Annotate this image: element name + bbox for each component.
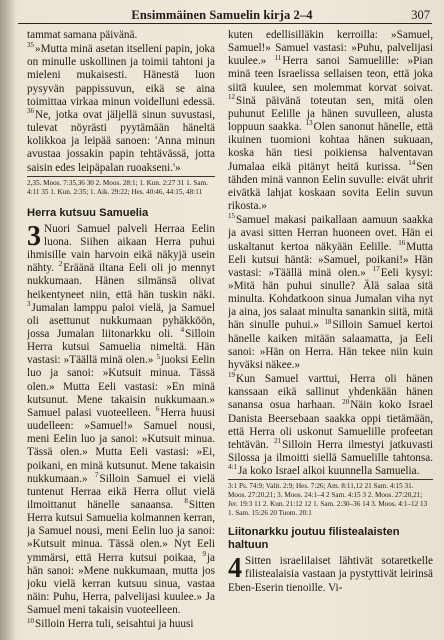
verse-number: 15 [228, 212, 235, 221]
verse-number: 16 [398, 238, 406, 247]
verse-text: tammat samana päivänä. [27, 29, 138, 41]
verse-number: 14 [408, 158, 416, 167]
verse-number: 7 [95, 470, 99, 479]
left-column [27, 29, 215, 640]
verse-text: 3 Nuori Samuel palveli Herraa Eelin luona. Siihen aikaan Herra puhui ihmisille vain harvoin eikä näkyjä usein nähty. $^2$Eräänä iltana Eeli oli jo mennyt nukkumaan. Hänen silmänsä olivat heikentyneet niin, että hän tuskin näki. $^3$Jumalan lamppu paloi vielä, ja Samuel oli asettunut nukkumaan pyhäkköön, jossa Jumalan liitonarkku oli. $^4$Silloin Herra kutsui Samuelia nimeltä. Hän vastasi: »Täällä minä olen.» $^5$juoksi Eelin luo ja sanoi: »Kutsuit minua. Tässä olen.» Mutta Eeli vastasi: »En minä kutsunut. Mene takaisin nukkumaan.» Samuel palasi vuoteelleen. $^6$Herra huusi uudelleen: »Samuel!» Samuel nousi, meni Eelin luo ja sanoi: »Kutsuit minua. Tässä olen.» Mutta Eeli vastasi: »Ei, poikani, en minä kutsunut. Mene takaisin nukkumaan.» $^7$Silloin Samuel ei vielä tuntenut Herraa eikä Herra ollut vielä ilmoittanut hänelle sanaansa. $^8$Sitten Herra kutsui Samuelia kolmannen kerran, ja Samuel nousi, meni Eelin luo ja sanoi: »Kutsuit minua. Tässä olen.» Nyt Eeli ymmärsi, että Herra kutsui poikaa, $^9$ja hän sanoi: »Mene nukkumaan, mutta jos joku vielä kerran kutsuu sinua, vastaa näin: Puhu, Herra, palvelijasi kuulee.» Ja Samuel meni takaisin vuoteelleen. [27, 220, 215, 617]
verse-number: 18 [324, 317, 332, 326]
chapter-number: 4 [228, 553, 242, 585]
verse-number: 6 [155, 405, 160, 414]
verse-text: $^{19}$Kun Samuel varttui, Herra oli hänen kanssaan eikä sallinut yhdenkään hänen sanansa osua harhaan. $^{20}$Näin koko Israel Danista Beersebaan saakka oppi tietämään, että Herra oli uskonut Samuelille profeetan tehtävän. $^{21}$Silloin Herra ilmestyi jatkuvasti Silossa ja ilmoitti siellä Samuelille tahtonsa. $^{4:1}$Ja koko Israel alkoi kuunnella Samuelia. [228, 371, 433, 478]
cross-references: 3:1 Ps. 74:9; Valit. 2:9; Hes. 7:26; Am. 8:11,12 21 Sam. 4:15 31. Moos. 27:20,21; 3. Moos. 24:1–4 2 Sam. 4:15 3 2. Moos. 27:20,21; Jer. 19:3 11 2. Kun. 21:12 12 1. Sam. 2:30–36 14 3. Moos. 4:1–12 13 1. Sam. 15:26 20 Tuom. 20:1 [228, 479, 433, 518]
verse-text: $^{15}$Samuel makasi paikallaan aamuun saakka ja avasi sitten Herran huoneen ovet. Hän ei uskaltanut kertoa näkyään Eelille. $^{16}$Mutta Eeli kutsui häntä: »Samuel, poikani!» Hän vastasi: »Täällä minä olen.» $^{17}$Eeli kysyi: »Mitä hän puhui sinulle? Älä salaa sitä minulta. Kohdatkoon sinua Jumalan viha nyt ja aina, jos salaat minulta sanankin siitä, mitä hän sinulle puhui.» $^{18}$Silloin Samuel kertoi hänelle kaiken mitään salaamatta, ja Eeli sanoi: »Hän on Herra. Hän tekee niin kuin hyväksi näkee.» [228, 212, 433, 371]
page-number: 307 [411, 8, 430, 22]
verse-number: 8 [184, 497, 188, 506]
chapter-number: 3 [27, 220, 41, 252]
section-heading: Liitonarkku joutuu filistealaisten haltuun [228, 526, 400, 552]
cross-references: 2,35. Moos. 7:35,36 30 2. Moos. 28:1; 1. Kun. 2:27 31 1. Sam. 4:11 35 1. Kun. 2:35; 1. Aik. 29:22; Hes. 40:46, 44:15, 48:11 [27, 176, 215, 197]
page-gutter-shadow [0, 0, 16, 640]
section-heading: Herra kutsuu Samuelia [27, 206, 149, 219]
verse-number: 2 [58, 260, 63, 269]
verse-number: 36 [27, 107, 34, 116]
verse-number: 10 [27, 616, 34, 625]
verse-number: 3 [27, 299, 31, 308]
verse-number: 12 [228, 93, 235, 102]
verse-number: 17 [372, 265, 380, 274]
verse-number: 4 [180, 326, 185, 335]
verse-text: 4 Sitten israelilaiset lähtivät sotaretkelle filistealaisia vastaan ja pystyttivät leirinsä Eben-Eserin tienoille. Vi- [228, 553, 433, 594]
verse-number: 19 [228, 371, 235, 380]
verse-number: 35 [27, 41, 34, 50]
header-rule [18, 23, 432, 24]
verse-text: $^{35}$»Mutta minä asetan itselleni papin, joka on minulle uskollinen ja toimii tahtoni ja mieleni mukaisesti. Hänestä luon pysyvän pappissuvun, eikä se aina toimittaa virkaa minun voidelluni edessä. $^{36}$Ne, jotka ovat jäljellä sinun suvustasi, tulevat nöyrästi pyytämään häneltä kolikkoa ja leipää sanoen: 'Anna minun avustaa jossakin papin tehtävässä, jotta saisin edes leipäpalan ruoakseni.'» [27, 41, 215, 174]
verse-number: 20 [342, 397, 350, 406]
page-header [0, 0, 444, 24]
verse-number: 11 [274, 53, 282, 62]
verse-number: 4:1 [228, 463, 237, 472]
verse-text: kuten edellisilläkin kerroilla: »Samuel, Samuel!» Samuel vastasi: »Puhu, palvelijasi kuulee.» $^{11}$Herra sanoi Samuelille: »Pian minä teen Israelissa sellaisen teon, että joka siitä kuulee, sen molemmat korvat soivat. $^{12}$Sinä päivänä toteutan sen, mitä olen puhunut Eelille ja hänen suvulleen, alusta loppuun saakka. $^{13}$Olen sanonut hänelle, että ikuinen tuomioni kohtaa hänen sukuaan, koska hän tiesi poikiensa halventavan Jumalaa eikä pitänyt heitä kurissa. $^{14}$Sen tähden minä vannon Eelin suvulle: eivät uhrit eivätkä lahjat koskaan sovita Eelin suvun rikosta.» [228, 29, 433, 213]
verse-number: 21 [274, 437, 282, 446]
right-column [228, 29, 433, 640]
verse-number: 13 [305, 119, 313, 128]
verse-text: $^{10}$Silloin Herra tuli, seisahtui ja huusi [27, 616, 194, 631]
running-head: Ensimmäinen Samuelin kirja 2–4 [131, 8, 313, 22]
verse-number: 9 [202, 549, 206, 558]
verse-number: 5 [156, 352, 160, 361]
